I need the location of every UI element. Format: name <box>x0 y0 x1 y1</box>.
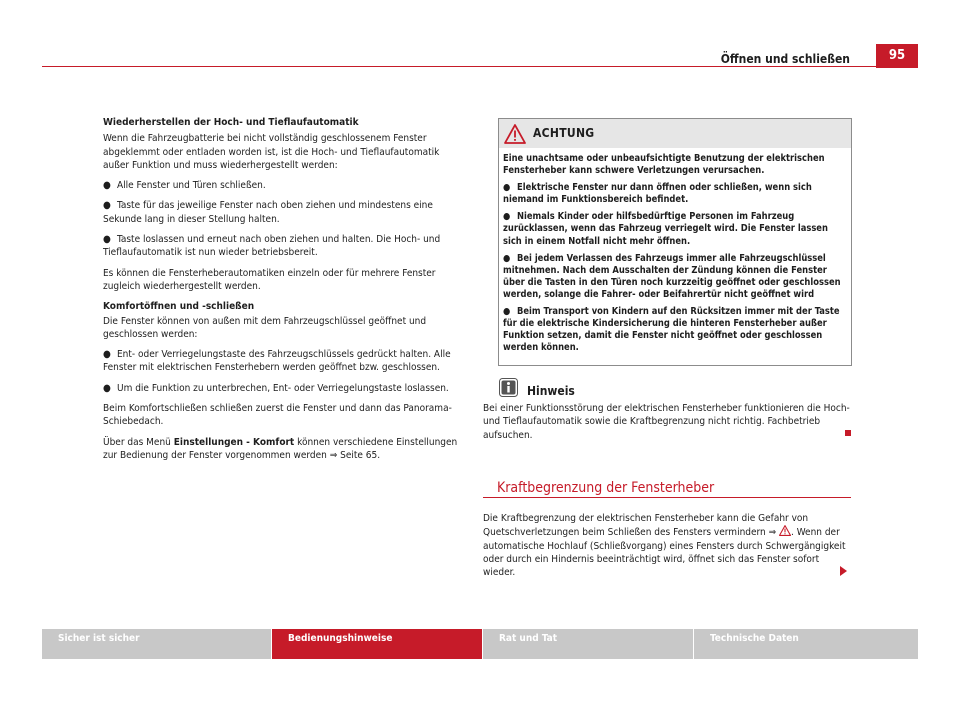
note-label: Hinweis <box>527 384 575 398</box>
bullet-icon: ● <box>503 306 511 318</box>
continue-arrow-icon <box>840 566 847 576</box>
paragraph: Die Fenster können von außen mit dem Fahrzeugschlüssel geöffnet und geschlossen werden: <box>103 315 427 340</box>
warning-body <box>503 153 849 359</box>
header-title: Öffnen und schließen <box>720 52 850 66</box>
warning-box <box>498 118 852 366</box>
note-icon <box>499 378 518 397</box>
warning-item: ● Bei jedem Verlassen des Fahrzeugs immer alle Fahrzeugschlüssel mitnehmen. Nach dem Ausschalten der Zündung können die Fenster über die Tasten in den Türen noch kurzzeitig geöffnet oder geschlossen werden, solange die Fahrer- oder Beifahrertür nicht geöffnet wird <box>503 252 841 300</box>
list-item: ● Ent- oder Verriegelungstaste des Fahrzeugschlüssels gedrückt halten. Alle Fenster mit elektrischen Fensterhebern werden geöffnet bzw. geschlossen. <box>103 349 451 374</box>
warning-triangle-icon <box>504 124 526 144</box>
warning-item: ● Elektrische Fenster nur dann öffnen oder schließen, wenn sich niemand im Funktionsbereich befindet. <box>503 182 812 206</box>
page-number: 95 <box>876 44 918 68</box>
section-heading-comfort: Komfortöffnen und -schließen <box>103 301 255 313</box>
bullet-icon: ● <box>103 382 111 394</box>
bullet-icon: ● <box>503 211 511 223</box>
paragraph: Beim Komfortschließen schließen zuerst die Fenster und dann das Panorama-Schiebedach. <box>103 403 452 428</box>
tab-sicher-ist-sicher[interactable]: Sicher ist sicher <box>42 629 271 659</box>
warning-label: ACHTUNG <box>533 126 595 140</box>
left-column <box>103 116 465 469</box>
menu-path: Einstellungen - Komfort <box>173 436 295 448</box>
section-heading-restore: Wiederherstellen der Hoch- und Tieflaufautomatik <box>103 117 359 128</box>
bullet-icon: ● <box>103 200 111 212</box>
tab-technische-daten[interactable]: Technische Daten <box>694 629 918 659</box>
list-item: ● Taste loslassen und erneut nach oben ziehen und halten. Die Hoch- und Tieflaufautomatik ist nun wieder betriebsbereit. <box>103 234 441 259</box>
list-item: ● Taste für das jeweilige Fenster nach oben ziehen und mindestens eine Sekunde lang in dieser Stellung halten. <box>103 200 433 225</box>
bullet-icon: ● <box>103 349 111 361</box>
bullet-icon: ● <box>103 180 111 192</box>
paragraph: Wenn die Fahrzeugbatterie bei nicht vollständig geschlossenem Fenster abgeklemmt oder entladen worden ist, ist die Hoch- und Tieflaufautomatik außer Funktion und muss wiederhergestellt werden: <box>103 133 440 171</box>
bullet-icon: ● <box>503 182 511 194</box>
warning-item: ● Niemals Kinder oder hilfsbedürftige Personen im Fahrzeug zurücklassen, wenn das Fahrzeug verriegelt wird. Die Fenster lassen sich in einem Notfall nicht mehr öffnen. <box>503 211 828 247</box>
end-marker-icon <box>845 430 851 436</box>
section-heading-force-limit: Kraftbegrenzung der Fensterheber <box>497 480 715 496</box>
tab-bedienungshinweise[interactable]: Bedienungshinweise <box>272 629 482 659</box>
list-item: ● Um die Funktion zu unterbrechen, Ent- oder Verriegelungstaste loslassen. <box>103 382 449 394</box>
warning-reference-icon <box>779 525 791 536</box>
section-text: Die Kraftbegrenzung der elektrischen Fensterheber kann die Gefahr von Quetschverletzungen beim Schließen des Fensters vermindern ⇒ . Wenn der automatische Hochlauf (Schließvorgang) eines Fensters durch Schwergängigkeit oder durch ein Hindernis beeinträchtigt wird, öffnet sich das Fenster sofort wieder. <box>483 513 846 579</box>
tab-rat-und-tat[interactable]: Rat und Tat <box>483 629 693 659</box>
bullet-icon: ● <box>103 234 111 246</box>
paragraph: Es können die Fensterheberautomatiken einzeln oder für mehrere Fenster zugleich wiederhergestellt werden. <box>103 267 436 292</box>
warning-header <box>499 119 851 148</box>
note-text: Bei einer Funktionsstörung der elektrischen Fensterheber funktionieren die Hoch- und Tieflaufautomatik sowie die Kraftbegrenzung nicht richtig. Fachbetrieb aufsuchen. <box>483 403 850 441</box>
list-item: ● Alle Fenster und Türen schließen. <box>103 180 266 192</box>
header-rule <box>42 66 918 67</box>
section-rule <box>483 497 851 498</box>
bullet-icon: ● <box>503 252 511 264</box>
warning-intro: Eine unachtsame oder unbeaufsichtigte Benutzung der elektrischen Fensterheber kann schwere Verletzungen verursachen. <box>503 153 825 177</box>
warning-item: ● Beim Transport von Kindern auf den Rücksitzen immer mit der Taste für die elektrische Kindersicherung die hinteren Fensterheber außer Funktion setzen, damit die Fenster nicht geöffnet oder geschlossen werden können. <box>503 306 840 354</box>
paragraph-menu: Über das Menü Einstellungen - Komfort können verschiedene Einstellungen zur Bedienung der Fenster vorgenommen werden ⇒ Seite 65. <box>103 436 458 461</box>
